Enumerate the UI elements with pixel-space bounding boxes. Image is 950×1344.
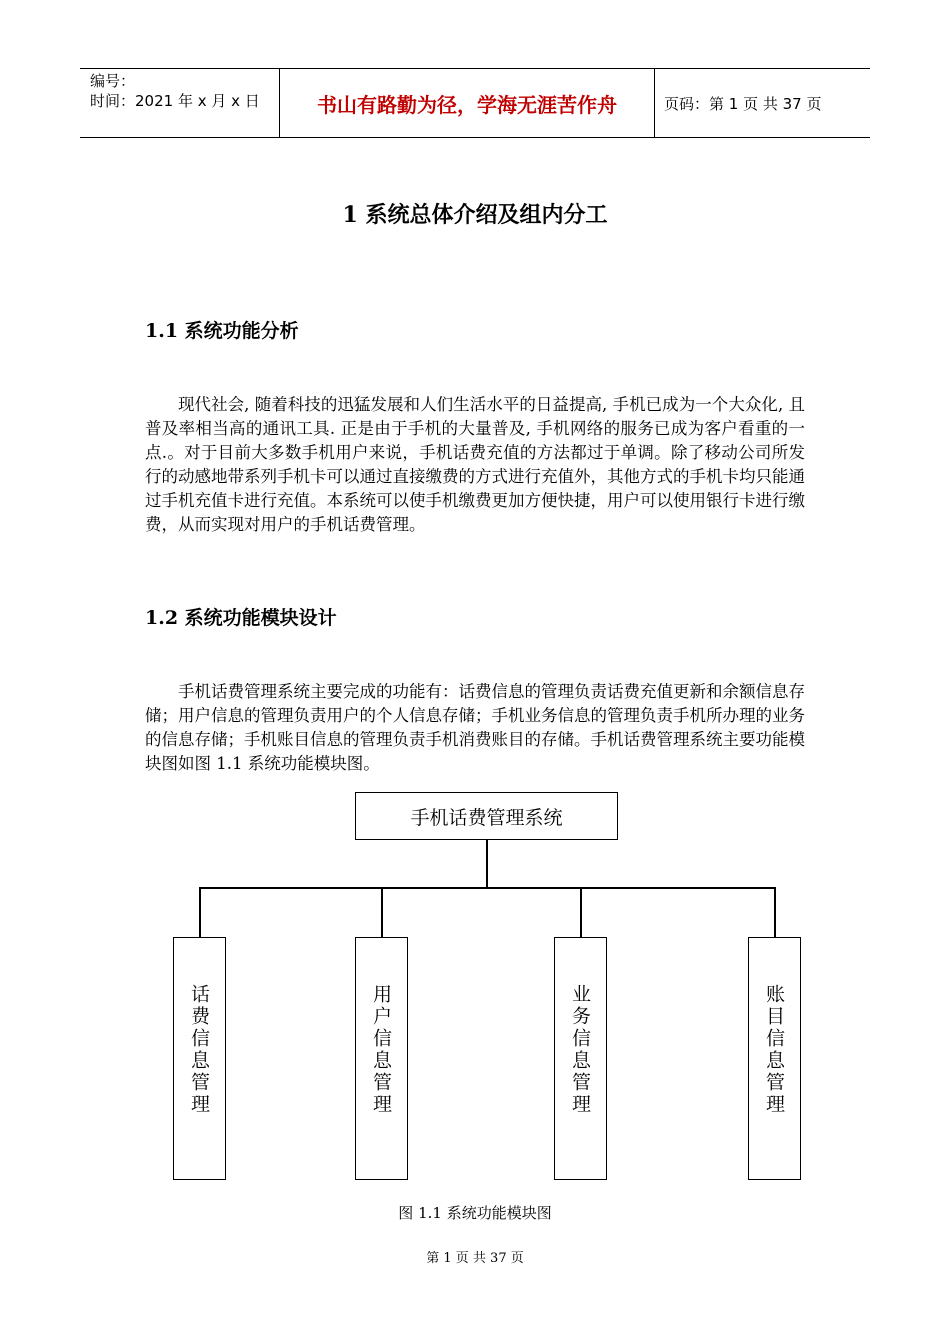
page-header	[80, 68, 870, 138]
module-label: 账目信息管理	[763, 984, 785, 1116]
connector-line	[199, 887, 775, 889]
document-title: 1 系统总体介绍及组内分工	[342, 202, 608, 228]
header-page-info: 页码：第 1 页 共 37 页	[664, 94, 822, 113]
header-motto: 书山有路勤为径，学海无涯苦作舟	[280, 69, 655, 137]
section-heading-1-1: 1.1 系统功能分析	[145, 320, 299, 342]
connector-line	[774, 887, 776, 938]
module-label: 业务信息管理	[569, 984, 591, 1116]
document-number: 编号：	[90, 72, 136, 90]
diagram-module-node	[748, 937, 801, 1180]
connector-line	[580, 887, 582, 938]
page-footer: 第 1 页 共 37 页	[426, 1251, 524, 1266]
document-date: 时间：2021 年 x 月 x 日	[90, 92, 260, 110]
diagram-module-node	[173, 937, 226, 1180]
figure-caption: 图 1.1 系统功能模块图	[398, 1204, 552, 1222]
connector-line	[199, 887, 201, 938]
connector-line	[486, 840, 488, 888]
section-paragraph-1-1: 现代社会, 随着科技的迅猛发展和人们生活水平的日益提高, 手机已成为一个大众化, 且普及率相当高的通讯工具. 正是由于手机的大量普及, 手机网络的服务已成为客户看重的一点.。对于目前大多数手机用户来说，手机话费充值的方法都过于单调。除了移动公司所发行的动感地带系列手机卡可以通过直接缴费的方式进行充值外，其他方式的手机卡均只能通过手机充值卡进行充值。本系统可以使手机缴费更加方便快捷，用户可以使用银行卡进行缴费，从而实现对用户的手机话费管理。	[145, 395, 805, 534]
header-meta	[80, 69, 280, 137]
section-paragraph-1-2: 手机话费管理系统主要完成的功能有：话费信息的管理负责话费充值更新和余额信息存储；用户信息的管理负责用户的个人信息存储；手机业务信息的管理负责手机所办理的业务的信息存储；手机账目信息的管理负责手机消费账目的存储。手机话费管理系统主要功能模块图如图 1.1 系统功能模块图。	[145, 682, 805, 773]
diagram-module-node	[554, 937, 607, 1180]
section-heading-1-2: 1.2 系统功能模块设计	[145, 607, 337, 629]
connector-line	[381, 887, 383, 938]
module-label: 用户信息管理	[370, 984, 392, 1116]
diagram-module-node	[355, 937, 408, 1180]
diagram-root-node: 手机话费管理系统	[355, 792, 618, 840]
module-label: 话费信息管理	[188, 984, 210, 1116]
